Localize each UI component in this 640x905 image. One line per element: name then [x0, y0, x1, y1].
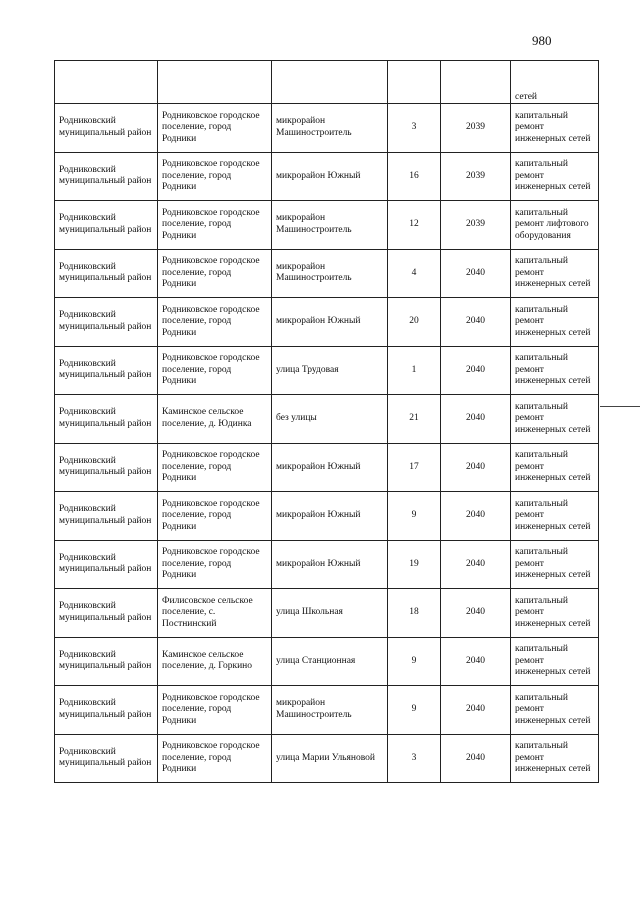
- settlement-cell: Родниковское городское поселение, город Родники: [158, 298, 272, 347]
- settlement-cell: Родниковское городское поселение, город Родники: [158, 152, 272, 201]
- work-type-cell: капитальный ремонт инженерных сетей: [511, 734, 599, 783]
- work-type-cell: капитальный ремонт инженерных сетей: [511, 346, 599, 395]
- table-row: [55, 443, 599, 492]
- margin-line: [600, 406, 640, 407]
- street-cell: микрорайон Южный: [272, 443, 388, 492]
- street-cell: улица Марии Ульяновой: [272, 734, 388, 783]
- table-row: [55, 686, 599, 735]
- table-row: [55, 104, 599, 153]
- street-cell: микрорайон Южный: [272, 540, 388, 589]
- year-cell: 2040: [441, 540, 511, 589]
- street-cell: улица Станционная: [272, 637, 388, 686]
- settlement-cell: Родниковское городское поселение, город Родники: [158, 686, 272, 735]
- street-cell: улица Школьная: [272, 589, 388, 638]
- table-row: [55, 734, 599, 783]
- district-cell: Родниковский муниципальный район: [55, 734, 158, 783]
- year-cell: [441, 61, 511, 104]
- work-type-cell: капитальный ремонт инженерных сетей: [511, 104, 599, 153]
- work-type-cell: капитальный ремонт инженерных сетей: [511, 249, 599, 298]
- work-type-cell: капитальный ремонт инженерных сетей: [511, 395, 599, 444]
- settlement-cell: Родниковское городское поселение, город Родники: [158, 201, 272, 250]
- settlement-cell: Родниковское городское поселение, город Родники: [158, 249, 272, 298]
- district-cell: Родниковский муниципальный район: [55, 298, 158, 347]
- district-cell: Родниковский муниципальный район: [55, 637, 158, 686]
- settlement-cell: Родниковское городское поселение, город Родники: [158, 346, 272, 395]
- district-cell: Родниковский муниципальный район: [55, 104, 158, 153]
- settlement-cell: Каминское сельское поселение, д. Юдинка: [158, 395, 272, 444]
- street-cell: без улицы: [272, 395, 388, 444]
- house-number-cell: 18: [388, 589, 441, 638]
- street-cell: микрорайон Машиностроитель: [272, 686, 388, 735]
- page-number: 980: [532, 33, 552, 48]
- table-row: [55, 492, 599, 541]
- table-row: [55, 637, 599, 686]
- year-cell: 2040: [441, 589, 511, 638]
- street-cell: [272, 61, 388, 104]
- year-cell: 2040: [441, 734, 511, 783]
- house-number-cell: 16: [388, 152, 441, 201]
- work-type-cell: капитальный ремонт инженерных сетей: [511, 152, 599, 201]
- street-cell: микрорайон Машиностроитель: [272, 104, 388, 153]
- district-cell: Родниковский муниципальный район: [55, 492, 158, 541]
- house-number-cell: 12: [388, 201, 441, 250]
- settlement-cell: Родниковское городское поселение, город Родники: [158, 443, 272, 492]
- table-body: [55, 61, 599, 783]
- house-number-cell: 17: [388, 443, 441, 492]
- house-number-cell: 9: [388, 492, 441, 541]
- year-cell: 2040: [441, 249, 511, 298]
- table-row: [55, 589, 599, 638]
- work-type-cell: капитальный ремонт инженерных сетей: [511, 540, 599, 589]
- work-type-cell: капитальный ремонт инженерных сетей: [511, 298, 599, 347]
- settlement-cell: Филисовское сельское поселение, с. Постнинский: [158, 589, 272, 638]
- settlement-cell: Родниковское городское поселение, город Родники: [158, 492, 272, 541]
- house-number-cell: 3: [388, 104, 441, 153]
- street-cell: микрорайон Машиностроитель: [272, 201, 388, 250]
- table-row: [55, 395, 599, 444]
- table-row: [55, 249, 599, 298]
- settlement-cell: Каминское сельское поселение, д. Горкино: [158, 637, 272, 686]
- table-row: [55, 152, 599, 201]
- table-row: [55, 298, 599, 347]
- continued-row: [55, 61, 599, 104]
- district-cell: Родниковский муниципальный район: [55, 249, 158, 298]
- house-number-cell: 20: [388, 298, 441, 347]
- work-type-cell: капитальный ремонт инженерных сетей: [511, 492, 599, 541]
- house-number-cell: 1: [388, 346, 441, 395]
- work-type-cell: капитальный ремонт инженерных сетей: [511, 589, 599, 638]
- work-type-cell: сетей: [511, 61, 599, 104]
- house-number-cell: 21: [388, 395, 441, 444]
- year-cell: 2040: [441, 395, 511, 444]
- work-type-cell: капитальный ремонт инженерных сетей: [511, 637, 599, 686]
- table-row: [55, 346, 599, 395]
- district-cell: Родниковский муниципальный район: [55, 201, 158, 250]
- district-cell: Родниковский муниципальный район: [55, 686, 158, 735]
- street-cell: улица Трудовая: [272, 346, 388, 395]
- street-cell: микрорайон Южный: [272, 492, 388, 541]
- settlement-cell: Родниковское городское поселение, город Родники: [158, 734, 272, 783]
- house-number-cell: 9: [388, 637, 441, 686]
- year-cell: 2040: [441, 298, 511, 347]
- table-row: [55, 540, 599, 589]
- district-cell: Родниковский муниципальный район: [55, 443, 158, 492]
- district-cell: Родниковский муниципальный район: [55, 589, 158, 638]
- house-number-cell: 9: [388, 686, 441, 735]
- year-cell: 2039: [441, 104, 511, 153]
- year-cell: 2040: [441, 637, 511, 686]
- settlement-cell: [158, 61, 272, 104]
- table-row: [55, 201, 599, 250]
- year-cell: 2039: [441, 152, 511, 201]
- street-cell: микрорайон Южный: [272, 152, 388, 201]
- year-cell: 2040: [441, 346, 511, 395]
- district-cell: Родниковский муниципальный район: [55, 346, 158, 395]
- street-cell: микрорайон Южный: [272, 298, 388, 347]
- year-cell: 2040: [441, 443, 511, 492]
- year-cell: 2040: [441, 686, 511, 735]
- year-cell: 2039: [441, 201, 511, 250]
- district-cell: Родниковский муниципальный район: [55, 395, 158, 444]
- district-cell: [55, 61, 158, 104]
- street-cell: микрорайон Машиностроитель: [272, 249, 388, 298]
- house-number-cell: [388, 61, 441, 104]
- work-type-cell: капитальный ремонт лифтового оборудования: [511, 201, 599, 250]
- settlement-cell: Родниковское городское поселение, город Родники: [158, 104, 272, 153]
- work-type-cell: капитальный ремонт инженерных сетей: [511, 686, 599, 735]
- house-number-cell: 3: [388, 734, 441, 783]
- house-number-cell: 19: [388, 540, 441, 589]
- district-cell: Родниковский муниципальный район: [55, 540, 158, 589]
- district-cell: Родниковский муниципальный район: [55, 152, 158, 201]
- year-cell: 2040: [441, 492, 511, 541]
- housing-repair-table: [54, 60, 599, 783]
- house-number-cell: 4: [388, 249, 441, 298]
- settlement-cell: Родниковское городское поселение, город Родники: [158, 540, 272, 589]
- work-type-cell: капитальный ремонт инженерных сетей: [511, 443, 599, 492]
